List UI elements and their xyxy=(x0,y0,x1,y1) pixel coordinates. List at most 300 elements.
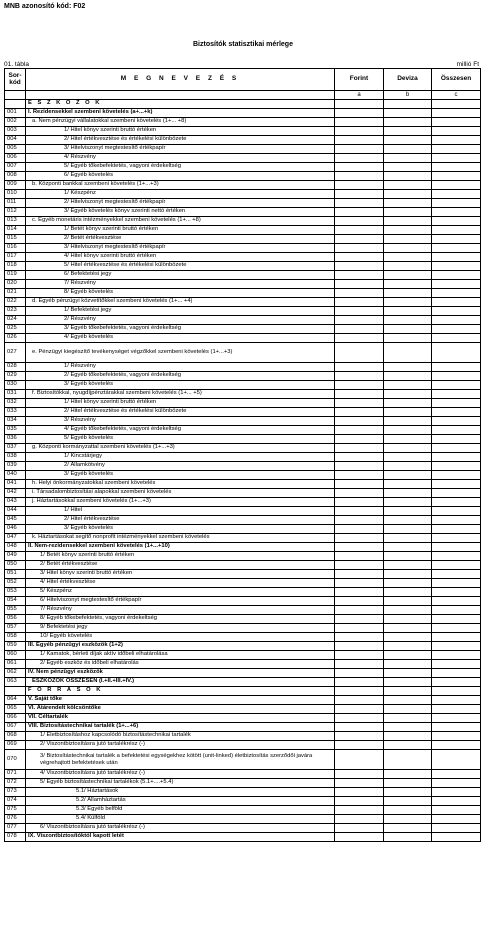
row-code xyxy=(5,100,26,109)
row-label: a. Nem pénzügyi vállalatokkal szembeni követelés (1+... +8) xyxy=(26,118,335,127)
table-row xyxy=(5,334,481,343)
value-cell-deviza[interactable] xyxy=(384,669,432,678)
value-cell-forint[interactable] xyxy=(335,271,384,280)
value-cell-deviza[interactable] xyxy=(384,343,432,363)
value-cell-osszesen[interactable] xyxy=(432,271,481,280)
row-label: 8/ Egyéb követelés xyxy=(26,289,335,298)
value-cell-deviza[interactable] xyxy=(384,145,432,154)
value-cell-forint[interactable] xyxy=(335,498,384,507)
value-cell-forint[interactable] xyxy=(335,280,384,289)
value-cell-osszesen[interactable] xyxy=(432,172,481,181)
table-row xyxy=(5,525,481,534)
value-cell-osszesen[interactable] xyxy=(432,208,481,217)
value-cell-osszesen[interactable] xyxy=(432,253,481,262)
value-cell-deviza[interactable] xyxy=(384,642,432,651)
row-label: ESZKÖZÖK ÖSSZESEN (I.+II.+III.+IV.) xyxy=(26,678,335,687)
table-row xyxy=(5,316,481,325)
value-cell-osszesen[interactable] xyxy=(432,696,481,705)
value-cell-forint[interactable] xyxy=(335,217,384,226)
table-row xyxy=(5,633,481,642)
table-row xyxy=(5,172,481,181)
value-cell-forint[interactable] xyxy=(335,788,384,797)
value-cell-osszesen[interactable] xyxy=(432,543,481,552)
value-cell-deviza[interactable] xyxy=(384,806,432,815)
value-cell-osszesen[interactable] xyxy=(432,334,481,343)
value-cell-osszesen[interactable] xyxy=(432,797,481,806)
value-cell-osszesen[interactable] xyxy=(432,833,481,842)
value-cell-deviza[interactable] xyxy=(384,624,432,633)
value-cell-osszesen[interactable] xyxy=(432,750,481,770)
value-cell-osszesen[interactable] xyxy=(432,118,481,127)
column-letter-a: a xyxy=(335,91,384,100)
value-cell-osszesen[interactable] xyxy=(432,741,481,750)
row-code: 025 xyxy=(5,325,26,334)
value-cell-deviza[interactable] xyxy=(384,534,432,543)
value-cell-forint[interactable] xyxy=(335,408,384,417)
value-cell-forint[interactable] xyxy=(335,561,384,570)
value-cell-deviza[interactable] xyxy=(384,289,432,298)
value-cell-forint[interactable] xyxy=(335,118,384,127)
value-cell-osszesen[interactable] xyxy=(432,417,481,426)
value-cell-osszesen[interactable] xyxy=(432,498,481,507)
value-cell-forint[interactable] xyxy=(335,100,384,109)
value-cell-deviza[interactable] xyxy=(384,480,432,489)
row-code: 016 xyxy=(5,244,26,253)
row-label: d. Egyéb pénzügyi közvetítőkkel szembeni követelés (1+... +4) xyxy=(26,298,335,307)
row-code: 004 xyxy=(5,136,26,145)
value-cell-osszesen[interactable] xyxy=(432,615,481,624)
value-cell-forint[interactable] xyxy=(335,399,384,408)
table-row xyxy=(5,597,481,606)
value-cell-osszesen[interactable] xyxy=(432,660,481,669)
value-cell-forint[interactable] xyxy=(335,453,384,462)
value-cell-osszesen[interactable] xyxy=(432,435,481,444)
row-label: 8/ Egyéb tőkebefektetés, vagyoni érdekeltség xyxy=(26,615,335,624)
value-cell-osszesen[interactable] xyxy=(432,788,481,797)
value-cell-forint[interactable] xyxy=(335,298,384,307)
table-row xyxy=(5,399,481,408)
value-cell-forint[interactable] xyxy=(335,172,384,181)
value-cell-deviza[interactable] xyxy=(384,199,432,208)
value-cell-deviza[interactable] xyxy=(384,316,432,325)
table-row xyxy=(5,588,481,597)
value-cell-deviza[interactable] xyxy=(384,334,432,343)
value-cell-osszesen[interactable] xyxy=(432,163,481,172)
value-cell-osszesen[interactable] xyxy=(432,561,481,570)
value-cell-forint[interactable] xyxy=(335,797,384,806)
value-cell-osszesen[interactable] xyxy=(432,687,481,696)
value-cell-osszesen[interactable] xyxy=(432,516,481,525)
value-cell-deviza[interactable] xyxy=(384,588,432,597)
value-cell-osszesen[interactable] xyxy=(432,426,481,435)
table-row xyxy=(5,750,481,770)
value-cell-forint[interactable] xyxy=(335,253,384,262)
value-cell-forint[interactable] xyxy=(335,145,384,154)
value-cell-forint[interactable] xyxy=(335,714,384,723)
row-label: 3/ Hitelviszonyt megtestesítő értékpapír xyxy=(26,244,335,253)
value-cell-forint[interactable] xyxy=(335,289,384,298)
row-label: h. Helyi önkormányzatokkal szembeni követelés xyxy=(26,480,335,489)
row-label: 5.3/ Egyéb belföld xyxy=(26,806,335,815)
value-cell-deviza[interactable] xyxy=(384,579,432,588)
value-cell-forint[interactable] xyxy=(335,471,384,480)
value-cell-deviza[interactable] xyxy=(384,181,432,190)
value-cell-forint[interactable] xyxy=(335,181,384,190)
section-header-row xyxy=(5,100,481,109)
value-cell-osszesen[interactable] xyxy=(432,444,481,453)
value-cell-forint[interactable] xyxy=(335,833,384,842)
value-cell-osszesen[interactable] xyxy=(432,714,481,723)
value-cell-deviza[interactable] xyxy=(384,552,432,561)
row-label: 1/ Kamatok, bérleti díjak aktív időbeli elhatárolása xyxy=(26,651,335,660)
value-cell-deviza[interactable] xyxy=(384,426,432,435)
value-cell-forint[interactable] xyxy=(335,723,384,732)
value-cell-osszesen[interactable] xyxy=(432,408,481,417)
value-cell-osszesen[interactable] xyxy=(432,534,481,543)
value-cell-deviza[interactable] xyxy=(384,381,432,390)
value-cell-deviza[interactable] xyxy=(384,325,432,334)
value-cell-forint[interactable] xyxy=(335,824,384,833)
row-code: 073 xyxy=(5,788,26,797)
value-cell-osszesen[interactable] xyxy=(432,190,481,199)
value-cell-deviza[interactable] xyxy=(384,678,432,687)
value-cell-osszesen[interactable] xyxy=(432,633,481,642)
value-cell-forint[interactable] xyxy=(335,779,384,788)
row-label: 1/ Betét könyv szerinti bruttó értéken xyxy=(26,226,335,235)
row-code: 023 xyxy=(5,307,26,316)
value-cell-osszesen[interactable] xyxy=(432,678,481,687)
value-cell-deviza[interactable] xyxy=(384,606,432,615)
value-cell-deviza[interactable] xyxy=(384,127,432,136)
value-cell-deviza[interactable] xyxy=(384,154,432,163)
value-cell-forint[interactable] xyxy=(335,381,384,390)
value-cell-forint[interactable] xyxy=(335,417,384,426)
value-cell-deviza[interactable] xyxy=(384,136,432,145)
value-cell-forint[interactable] xyxy=(335,588,384,597)
value-cell-forint[interactable] xyxy=(335,435,384,444)
value-cell-deviza[interactable] xyxy=(384,498,432,507)
value-cell-osszesen[interactable] xyxy=(432,109,481,118)
value-cell-forint[interactable] xyxy=(335,633,384,642)
value-cell-forint[interactable] xyxy=(335,444,384,453)
value-cell-forint[interactable] xyxy=(335,426,384,435)
value-cell-deviza[interactable] xyxy=(384,723,432,732)
value-cell-forint[interactable] xyxy=(335,579,384,588)
row-code: 071 xyxy=(5,770,26,779)
value-cell-forint[interactable] xyxy=(335,307,384,316)
value-cell-forint[interactable] xyxy=(335,390,384,399)
value-cell-deviza[interactable] xyxy=(384,399,432,408)
value-cell-osszesen[interactable] xyxy=(432,199,481,208)
value-cell-deviza[interactable] xyxy=(384,516,432,525)
value-cell-forint[interactable] xyxy=(335,516,384,525)
value-cell-forint[interactable] xyxy=(335,660,384,669)
value-cell-deviza[interactable] xyxy=(384,298,432,307)
value-cell-deviza[interactable] xyxy=(384,543,432,552)
value-cell-deviza[interactable] xyxy=(384,507,432,516)
table-row xyxy=(5,444,481,453)
value-cell-forint[interactable] xyxy=(335,624,384,633)
row-code: 067 xyxy=(5,723,26,732)
value-cell-forint[interactable] xyxy=(335,127,384,136)
row-label: 4/ Viszontbiztosításra jutó tartalékrész (-) xyxy=(26,770,335,779)
value-cell-forint[interactable] xyxy=(335,334,384,343)
value-cell-osszesen[interactable] xyxy=(432,244,481,253)
value-cell-osszesen[interactable] xyxy=(432,552,481,561)
value-cell-deviza[interactable] xyxy=(384,253,432,262)
row-code: 076 xyxy=(5,815,26,824)
value-cell-osszesen[interactable] xyxy=(432,316,481,325)
row-code: 068 xyxy=(5,732,26,741)
value-cell-deviza[interactable] xyxy=(384,390,432,399)
value-cell-deviza[interactable] xyxy=(384,100,432,109)
value-cell-deviza[interactable] xyxy=(384,408,432,417)
value-cell-osszesen[interactable] xyxy=(432,815,481,824)
value-cell-osszesen[interactable] xyxy=(432,154,481,163)
value-cell-osszesen[interactable] xyxy=(432,136,481,145)
value-cell-osszesen[interactable] xyxy=(432,597,481,606)
value-cell-forint[interactable] xyxy=(335,696,384,705)
value-cell-deviza[interactable] xyxy=(384,453,432,462)
value-cell-forint[interactable] xyxy=(335,325,384,334)
row-code: 029 xyxy=(5,372,26,381)
value-cell-osszesen[interactable] xyxy=(432,669,481,678)
value-cell-forint[interactable] xyxy=(335,343,384,363)
value-cell-osszesen[interactable] xyxy=(432,298,481,307)
value-cell-deviza[interactable] xyxy=(384,489,432,498)
table-number: 01. tábla xyxy=(4,61,29,68)
value-cell-osszesen[interactable] xyxy=(432,363,481,372)
value-cell-osszesen[interactable] xyxy=(432,372,481,381)
row-code: 048 xyxy=(5,543,26,552)
value-cell-deviza[interactable] xyxy=(384,280,432,289)
row-code: 052 xyxy=(5,579,26,588)
value-cell-forint[interactable] xyxy=(335,597,384,606)
value-cell-deviza[interactable] xyxy=(384,363,432,372)
value-cell-forint[interactable] xyxy=(335,208,384,217)
value-cell-deviza[interactable] xyxy=(384,770,432,779)
value-cell-deviza[interactable] xyxy=(384,651,432,660)
value-cell-osszesen[interactable] xyxy=(432,262,481,271)
value-cell-osszesen[interactable] xyxy=(432,579,481,588)
value-cell-osszesen[interactable] xyxy=(432,471,481,480)
value-cell-osszesen[interactable] xyxy=(432,624,481,633)
value-cell-osszesen[interactable] xyxy=(432,145,481,154)
value-cell-deviza[interactable] xyxy=(384,741,432,750)
value-cell-deviza[interactable] xyxy=(384,462,432,471)
value-cell-deviza[interactable] xyxy=(384,262,432,271)
value-cell-osszesen[interactable] xyxy=(432,723,481,732)
value-cell-deviza[interactable] xyxy=(384,435,432,444)
value-cell-deviza[interactable] xyxy=(384,172,432,181)
value-cell-deviza[interactable] xyxy=(384,797,432,806)
value-cell-deviza[interactable] xyxy=(384,714,432,723)
value-cell-forint[interactable] xyxy=(335,815,384,824)
value-cell-deviza[interactable] xyxy=(384,163,432,172)
value-cell-deviza[interactable] xyxy=(384,190,432,199)
value-cell-osszesen[interactable] xyxy=(432,100,481,109)
value-cell-deviza[interactable] xyxy=(384,372,432,381)
value-cell-osszesen[interactable] xyxy=(432,307,481,316)
value-cell-deviza[interactable] xyxy=(384,226,432,235)
row-code: 055 xyxy=(5,606,26,615)
value-cell-deviza[interactable] xyxy=(384,833,432,842)
value-cell-deviza[interactable] xyxy=(384,696,432,705)
value-cell-deviza[interactable] xyxy=(384,660,432,669)
value-cell-forint[interactable] xyxy=(335,678,384,687)
value-cell-osszesen[interactable] xyxy=(432,732,481,741)
value-cell-deviza[interactable] xyxy=(384,271,432,280)
row-code: 036 xyxy=(5,435,26,444)
value-cell-forint[interactable] xyxy=(335,651,384,660)
value-cell-deviza[interactable] xyxy=(384,118,432,127)
value-cell-forint[interactable] xyxy=(335,226,384,235)
value-cell-deviza[interactable] xyxy=(384,815,432,824)
value-cell-deviza[interactable] xyxy=(384,750,432,770)
value-cell-forint[interactable] xyxy=(335,316,384,325)
value-cell-osszesen[interactable] xyxy=(432,570,481,579)
value-cell-osszesen[interactable] xyxy=(432,806,481,815)
value-cell-forint[interactable] xyxy=(335,190,384,199)
value-cell-deviza[interactable] xyxy=(384,109,432,118)
value-cell-osszesen[interactable] xyxy=(432,480,481,489)
value-cell-forint[interactable] xyxy=(335,363,384,372)
row-label: I. Rezidensekkel szembeni követelés (a+...+k) xyxy=(26,109,335,118)
value-cell-osszesen[interactable] xyxy=(432,325,481,334)
value-cell-osszesen[interactable] xyxy=(432,507,481,516)
value-cell-forint[interactable] xyxy=(335,462,384,471)
value-cell-deviza[interactable] xyxy=(384,561,432,570)
value-cell-forint[interactable] xyxy=(335,570,384,579)
value-cell-osszesen[interactable] xyxy=(432,181,481,190)
value-cell-osszesen[interactable] xyxy=(432,390,481,399)
value-cell-forint[interactable] xyxy=(335,109,384,118)
value-cell-deviza[interactable] xyxy=(384,244,432,253)
value-cell-forint[interactable] xyxy=(335,163,384,172)
value-cell-osszesen[interactable] xyxy=(432,606,481,615)
value-cell-deviza[interactable] xyxy=(384,417,432,426)
value-cell-osszesen[interactable] xyxy=(432,217,481,226)
value-cell-deviza[interactable] xyxy=(384,208,432,217)
value-cell-deviza[interactable] xyxy=(384,705,432,714)
value-cell-forint[interactable] xyxy=(335,480,384,489)
value-cell-osszesen[interactable] xyxy=(432,453,481,462)
value-cell-forint[interactable] xyxy=(335,262,384,271)
value-cell-forint[interactable] xyxy=(335,741,384,750)
value-cell-forint[interactable] xyxy=(335,543,384,552)
value-cell-forint[interactable] xyxy=(335,235,384,244)
value-cell-forint[interactable] xyxy=(335,606,384,615)
value-cell-osszesen[interactable] xyxy=(432,770,481,779)
value-cell-deviza[interactable] xyxy=(384,444,432,453)
value-cell-forint[interactable] xyxy=(335,199,384,208)
value-cell-deviza[interactable] xyxy=(384,687,432,696)
value-cell-osszesen[interactable] xyxy=(432,642,481,651)
table-row xyxy=(5,806,481,815)
value-cell-forint[interactable] xyxy=(335,615,384,624)
value-cell-forint[interactable] xyxy=(335,136,384,145)
value-cell-osszesen[interactable] xyxy=(432,462,481,471)
value-cell-osszesen[interactable] xyxy=(432,289,481,298)
value-cell-deviza[interactable] xyxy=(384,597,432,606)
row-label: 3/ Biztosítástechnikai tartalék a befektetési egységekhez kötött (unit-linked) életbiztosítás szerződői javára végrehajtott befektetések után xyxy=(26,750,335,770)
value-cell-forint[interactable] xyxy=(335,489,384,498)
table-row xyxy=(5,723,481,732)
value-cell-forint[interactable] xyxy=(335,732,384,741)
row-code: 011 xyxy=(5,199,26,208)
value-cell-osszesen[interactable] xyxy=(432,381,481,390)
row-label: 3/ Egyéb követelés xyxy=(26,381,335,390)
value-cell-forint[interactable] xyxy=(335,669,384,678)
row-label: b. Központi bankkal szembeni követelés (1+...+3) xyxy=(26,181,335,190)
value-cell-osszesen[interactable] xyxy=(432,651,481,660)
value-cell-forint[interactable] xyxy=(335,806,384,815)
value-cell-deviza[interactable] xyxy=(384,235,432,244)
value-cell-deviza[interactable] xyxy=(384,570,432,579)
row-label: 5.1/ Háztartások xyxy=(26,788,335,797)
value-cell-osszesen[interactable] xyxy=(432,226,481,235)
table-row xyxy=(5,561,481,570)
value-cell-forint[interactable] xyxy=(335,372,384,381)
row-label: 2/ Egyéb eszköz és időbeli elhatárolás xyxy=(26,660,335,669)
value-cell-osszesen[interactable] xyxy=(432,588,481,597)
value-cell-osszesen[interactable] xyxy=(432,779,481,788)
value-cell-deviza[interactable] xyxy=(384,779,432,788)
value-cell-osszesen[interactable] xyxy=(432,280,481,289)
value-cell-osszesen[interactable] xyxy=(432,399,481,408)
value-cell-deviza[interactable] xyxy=(384,633,432,642)
value-cell-osszesen[interactable] xyxy=(432,824,481,833)
value-cell-forint[interactable] xyxy=(335,534,384,543)
value-cell-deviza[interactable] xyxy=(384,471,432,480)
value-cell-forint[interactable] xyxy=(335,154,384,163)
value-cell-osszesen[interactable] xyxy=(432,525,481,534)
value-cell-deviza[interactable] xyxy=(384,788,432,797)
table-row xyxy=(5,307,481,316)
row-label: 2/ Hitel értékvesztése xyxy=(26,516,335,525)
value-cell-osszesen[interactable] xyxy=(432,343,481,363)
value-cell-osszesen[interactable] xyxy=(432,235,481,244)
value-cell-forint[interactable] xyxy=(335,705,384,714)
value-cell-osszesen[interactable] xyxy=(432,489,481,498)
table-row xyxy=(5,543,481,552)
value-cell-forint[interactable] xyxy=(335,750,384,770)
value-cell-deviza[interactable] xyxy=(384,217,432,226)
table-row xyxy=(5,244,481,253)
table-row xyxy=(5,343,481,363)
table-row xyxy=(5,190,481,199)
row-label: VII. Céltartalék xyxy=(26,714,335,723)
value-cell-forint[interactable] xyxy=(335,244,384,253)
value-cell-forint[interactable] xyxy=(335,770,384,779)
value-cell-forint[interactable] xyxy=(335,552,384,561)
value-cell-osszesen[interactable] xyxy=(432,705,481,714)
value-cell-deviza[interactable] xyxy=(384,824,432,833)
value-cell-osszesen[interactable] xyxy=(432,127,481,136)
row-code: 047 xyxy=(5,534,26,543)
row-code: 038 xyxy=(5,453,26,462)
value-cell-deviza[interactable] xyxy=(384,525,432,534)
value-cell-forint[interactable] xyxy=(335,525,384,534)
value-cell-deviza[interactable] xyxy=(384,615,432,624)
value-cell-deviza[interactable] xyxy=(384,732,432,741)
value-cell-deviza[interactable] xyxy=(384,307,432,316)
row-label: 4/ Hitel értékvesztése xyxy=(26,579,335,588)
value-cell-forint[interactable] xyxy=(335,642,384,651)
row-code: 035 xyxy=(5,426,26,435)
value-cell-forint[interactable] xyxy=(335,687,384,696)
value-cell-forint[interactable] xyxy=(335,507,384,516)
